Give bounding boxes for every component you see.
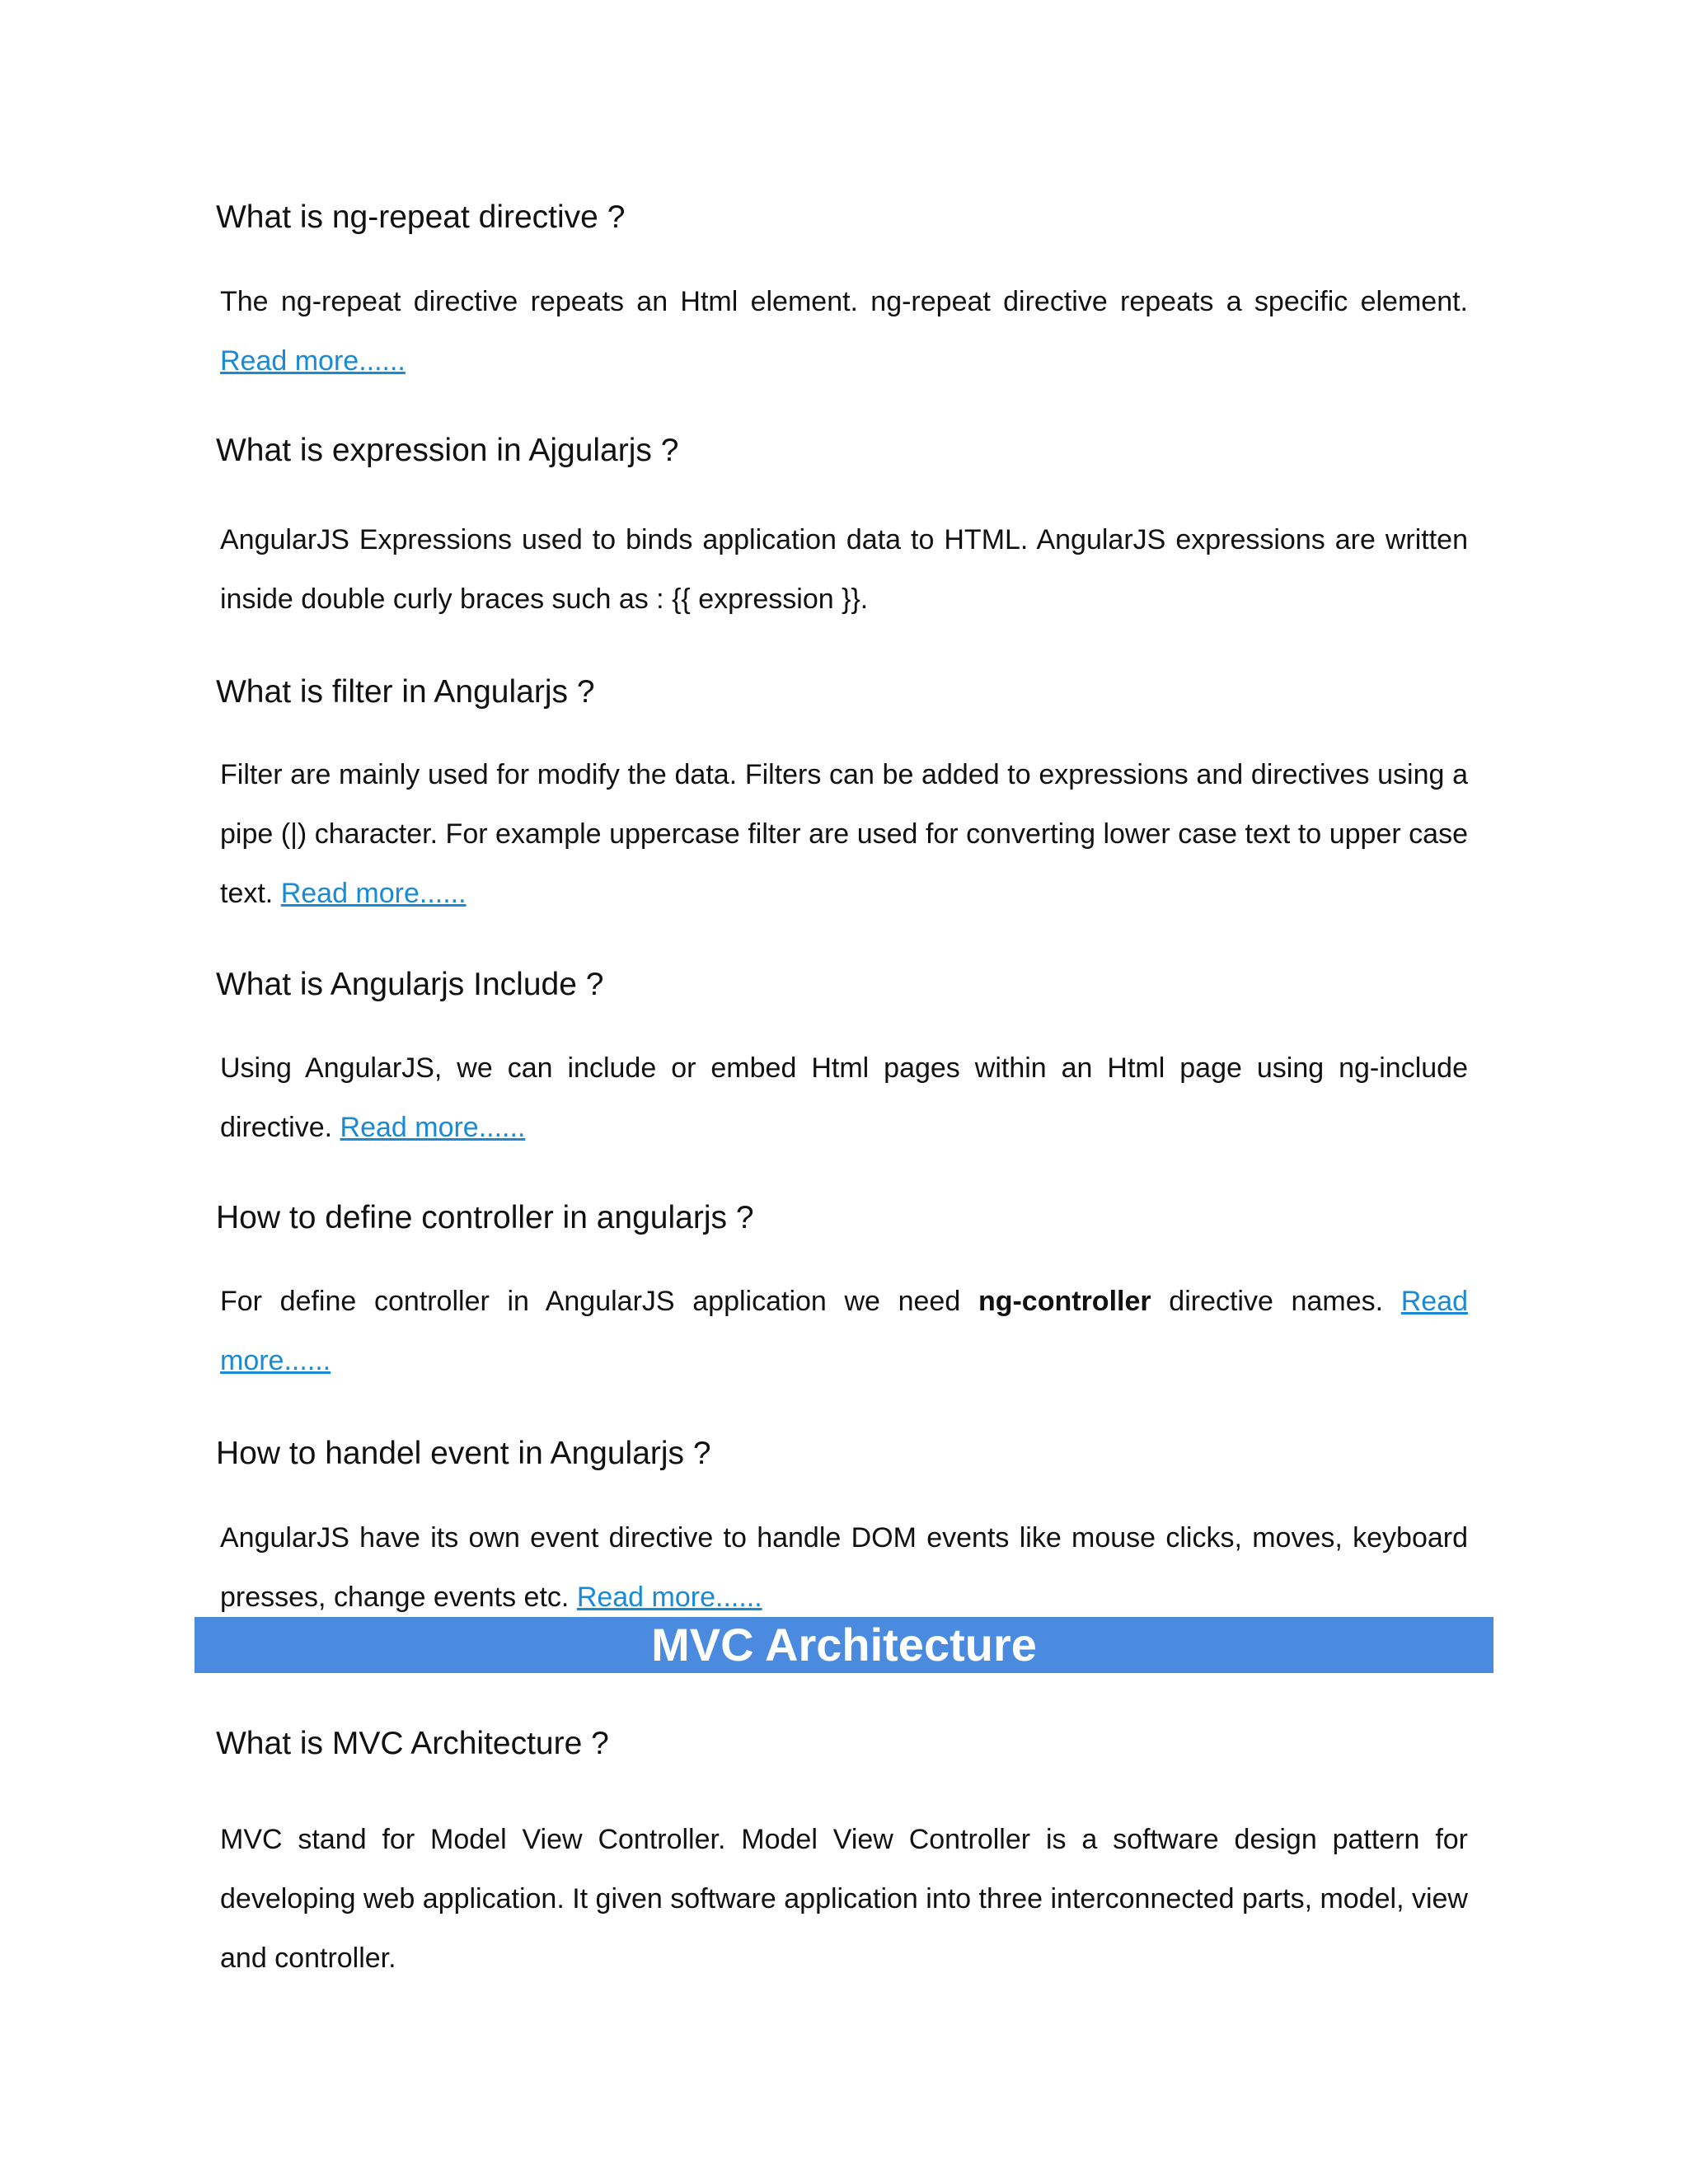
answer-expression bbox=[220, 510, 1468, 629]
answer-text: AngularJS have its own event directive to handle DOM events like mouse clicks, moves, keyboard presses, change events etc. bbox=[220, 1522, 1468, 1613]
answer-text: Using AngularJS, we can include or embed Html pages within an Html page using ng-include directive. bbox=[220, 1052, 1468, 1143]
question-event: How to handel event in Angularjs ? bbox=[216, 1436, 711, 1471]
read-more-link[interactable]: Read more...... bbox=[280, 878, 467, 909]
answer-text: directive names. bbox=[1169, 1286, 1384, 1317]
question-controller: How to define controller in angularjs ? bbox=[216, 1200, 754, 1235]
answer-controller bbox=[220, 1272, 1468, 1390]
answer-text: MVC stand for Model View Controller. Model View Controller is a software design pattern for developing web application. It given software application into three interconnected parts, model, view and controller. bbox=[220, 1824, 1468, 1974]
answer-event bbox=[220, 1508, 1468, 1627]
answer-include bbox=[220, 1038, 1468, 1157]
question-expression: What is expression in Ajgularjs ? bbox=[216, 433, 679, 468]
ng-controller-keyword: ng-controller bbox=[978, 1286, 1151, 1317]
section-banner-mvc: MVC Architecture bbox=[195, 1617, 1493, 1673]
answer-text: AngularJS Expressions used to binds application data to HTML. AngularJS expressions are written inside double curly braces such as : {{ expression }}. bbox=[220, 524, 1468, 615]
answer-filter bbox=[220, 745, 1468, 923]
answer-text: Filter are mainly used for modify the data. Filters can be added to expressions and directives using a pipe (|) character. For example uppercase filter are used for converting lower case text to upper case text. bbox=[220, 759, 1468, 909]
question-ng-repeat: What is ng-repeat directive ? bbox=[216, 199, 626, 235]
answer-text: The ng-repeat directive repeats an Html element. ng-repeat directive repeats a specific element. bbox=[220, 286, 1468, 317]
question-filter: What is filter in Angularjs ? bbox=[216, 674, 595, 710]
question-mvc: What is MVC Architecture ? bbox=[216, 1726, 609, 1761]
answer-mvc bbox=[220, 1810, 1468, 1988]
read-more-link[interactable]: Read more...... bbox=[340, 1112, 526, 1143]
read-more-link[interactable]: Read more...... bbox=[220, 345, 406, 377]
read-more-link[interactable]: Read more...... bbox=[576, 1582, 762, 1613]
answer-text: For define controller in AngularJS application we need bbox=[220, 1286, 961, 1317]
read-more-link[interactable]: Read more...... bbox=[220, 1286, 1469, 1376]
answer-ng-repeat bbox=[220, 272, 1468, 391]
question-include: What is Angularjs Include ? bbox=[216, 967, 604, 1002]
